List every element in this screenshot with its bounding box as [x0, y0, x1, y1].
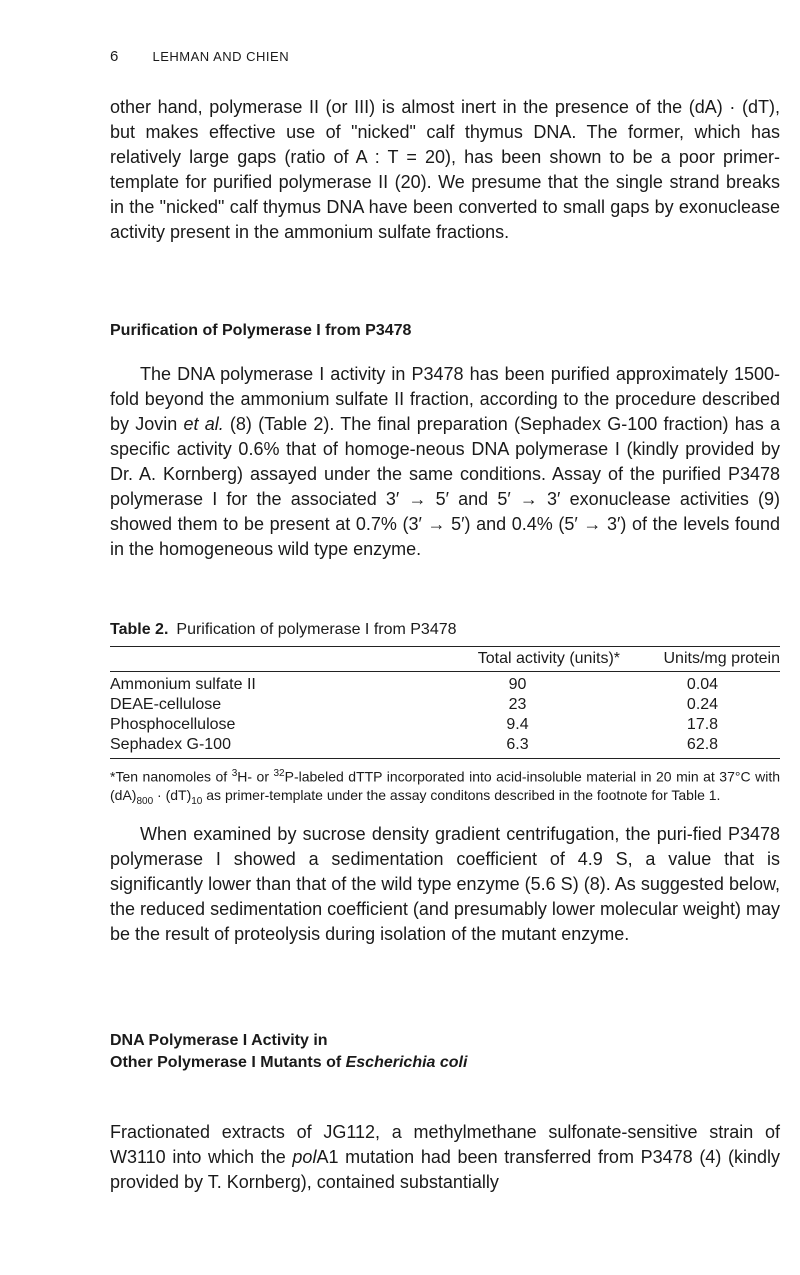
table-2 — [110, 620, 780, 810]
table-row: DEAE-cellulose 23 0.24 — [110, 696, 719, 713]
table-row: Sephadex G-100 6.3 62.8 — [110, 736, 719, 753]
paragraph-3: When examined by sucrose density gradient centrifugation, the puri-fied P3478 polymerase I showed a sedimentation coefficient of 4.9 S, a value that is significantly lower than that of the wild type enzyme (5.6 S) (8). As suggested below, the reduced sedimentation coefficient (and presumably lower molecular weight) may be the result of proteolysis during isolation of the mutant enzyme. — [110, 824, 781, 944]
section-heading-purification: Purification of Polymerase I from P3478 — [110, 322, 412, 339]
running-head-authors: LEHMAN AND CHIEN — [152, 49, 290, 64]
table-footnote: *Ten nanomoles of $^3$H- or $^{32}$P-labeled dTTP incorporated into acid-insoluble material in 20 min at 37°C with $(dA)_{800} \cdot (dT)_{10}$ as primer-template under the assay conditons described in the footnote for Table 1. — [110, 768, 780, 807]
paragraph-2: The DNA polymerase I activity in P3478 has been purified approximately 1500-fold beyond the ammonium sulfate II fraction, according to the procedure described by Jovin et al. (8) (Table 2). The final preparation (Sephadex G-100 fraction) has a specific activity 0.6% that of homoge-neous DNA polymerase I (kindly provided by Dr. A. Kornberg) assayed under the same conditions. Assay of the purified P3478 polymerase I for the associated 3′ → 5′ and 5′ → 3′ exonuclease activities (9) showed them to be present at 0.7% (3′ → 5′) and 0.4% (5′ → 3′) of the levels found in the homogeneous wild type enzyme. — [110, 364, 780, 559]
table-label: Table 2. — [110, 621, 169, 638]
table-title: Purification of polymerase I from P3478 — [176, 621, 457, 638]
page-number: 6 — [110, 48, 119, 65]
paragraph-4: Fractionated extracts of JG112, a methylmethane sulfonate-sensitive strain of W3110 into which the polA1 mutation had been transferred from P3478 (4) (kindly provided by T. Kornberg), contained substantially — [110, 1122, 780, 1192]
section-heading-other-mutants: DNA Polymerase I Activity in Other Polymerase I Mutants of Escherichia coli — [110, 1032, 468, 1071]
table-header-total-activity: Total activity (units)* — [477, 650, 620, 667]
table-row: Ammonium sulfate II 90 0.04 — [110, 676, 719, 693]
table-row: Phosphocellulose 9.4 17.8 — [110, 716, 719, 733]
table-header-row — [110, 647, 780, 671]
table-header-units-per-mg: Units/mg protein — [663, 650, 780, 667]
table-caption — [110, 620, 780, 640]
running-head — [110, 48, 289, 65]
paragraph-1: other hand, polymerase II (or III) is almost inert in the presence of the (dA) · (dT), but makes effective use of "nicked" calf thymus DNA. The former, which has relatively large gaps (ratio of A : T = 20), has been shown to be a poor primer-template for purified polymerase II (20). We presume that the single strand breaks in the "nicked" calf thymus DNA have been converted to small gaps by exonuclease activity present in the ammonium sulfate fractions. — [110, 97, 780, 242]
table-header-fraction — [110, 647, 410, 671]
